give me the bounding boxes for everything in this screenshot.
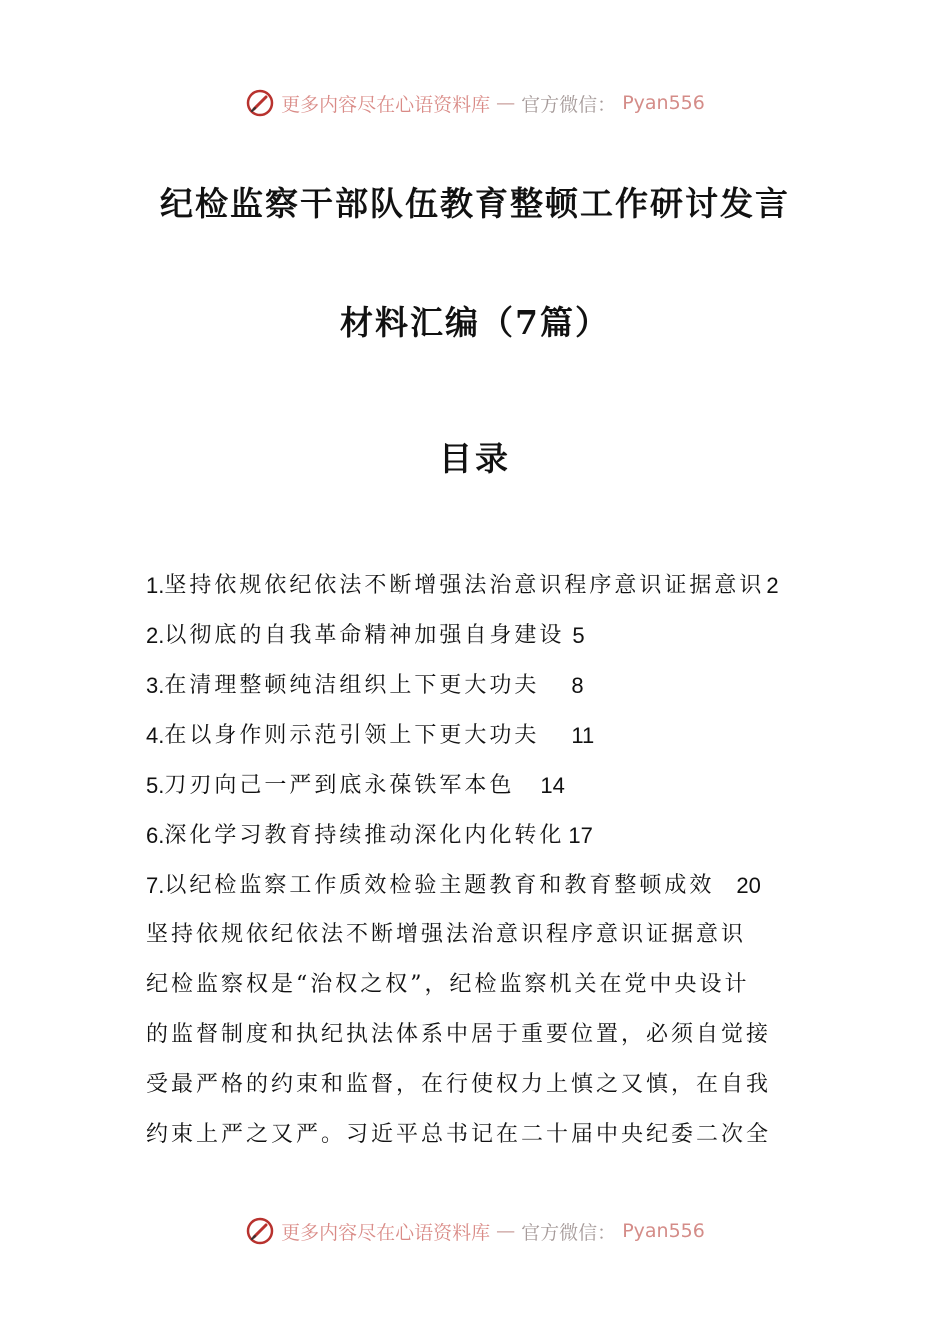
toc-item-page: 11 <box>571 723 595 748</box>
toc-heading: 目录 <box>439 439 511 478</box>
toc-item-number: 5. <box>146 773 165 798</box>
toc-item[interactable] <box>146 868 826 918</box>
toc-item[interactable] <box>146 668 826 718</box>
pen-logo-icon <box>245 1216 275 1246</box>
toc-item[interactable] <box>146 768 826 818</box>
toc-item[interactable] <box>146 568 826 618</box>
toc-item[interactable] <box>146 618 826 668</box>
toc-item-number: 6. <box>146 823 165 848</box>
toc-item-number: 4. <box>146 723 165 748</box>
watermark-site-text: 更多内容尽在心语资料库 <box>281 1221 491 1244</box>
toc-item-page: 20 <box>736 873 761 898</box>
body-paragraph-line: 受最严格的约束和监督，在行使权力上慎之又慎，在自我 <box>146 1072 772 1097</box>
watermark-header <box>0 88 950 118</box>
toc-item[interactable] <box>146 818 826 868</box>
body-text <box>146 917 810 1167</box>
toc-item-page: 5 <box>572 623 585 648</box>
section-heading: 坚持依规依纪依法不断增强法治意识程序意识证据意识 <box>146 922 747 947</box>
toc-item-text: 坚持依规依纪依法不断增强法治意识程序意识证据意识 <box>164 573 765 598</box>
toc-item-page: 14 <box>540 773 565 798</box>
toc-item-text: 以纪检监察工作质效检验主题教育和教育整顿成效 <box>164 873 715 898</box>
watermark-wechat-id: Pyan556 <box>622 1220 705 1242</box>
watermark-wechat-id: Pyan556 <box>622 92 705 114</box>
toc-item-text: 以彻底的自我革命精神加强自身建设 <box>164 623 565 648</box>
document-title-line1: 纪检监察干部队伍教育整顿工作研讨发言 <box>160 184 790 223</box>
toc-item-number: 3. <box>146 673 165 698</box>
toc-item-page: 2 <box>766 573 779 598</box>
watermark-site-text: 更多内容尽在心语资料库 <box>281 93 491 116</box>
toc-item-number: 7. <box>146 873 165 898</box>
toc-item-text: 刀刃向己一严到底永葆铁军本色 <box>164 773 515 798</box>
table-of-contents <box>146 568 826 918</box>
toc-item-text: 在清理整顿纯洁组织上下更大功夫 <box>164 673 540 698</box>
toc-item-page: 17 <box>568 823 593 848</box>
body-paragraph-line: 纪检监察权是“治权之权”，纪检监察机关在党中央设计 <box>146 972 750 997</box>
toc-item[interactable] <box>146 718 826 768</box>
pen-logo-icon <box>245 88 275 118</box>
toc-item-page: 8 <box>571 673 584 698</box>
body-paragraph-line: 的监督制度和执纪执法体系中居于重要位置，必须自觉接 <box>146 1022 772 1047</box>
toc-item-text: 深化学习教育持续推动深化内化转化 <box>164 823 565 848</box>
watermark-separator: — <box>496 92 516 114</box>
watermark-footer <box>0 1216 950 1246</box>
document-title-line2: 材料汇编（7篇） <box>340 303 610 342</box>
watermark-wechat-label: 官方微信： <box>521 1221 617 1244</box>
toc-item-number: 1. <box>146 573 165 598</box>
watermark-separator: — <box>496 1220 516 1242</box>
toc-item-text: 在以身作则示范引领上下更大功夫 <box>164 723 540 748</box>
toc-item-number: 2. <box>146 623 165 648</box>
watermark-wechat-label: 官方微信： <box>521 93 617 116</box>
body-paragraph-line: 约束上严之又严。习近平总书记在二十届中央纪委二次全 <box>146 1122 772 1147</box>
